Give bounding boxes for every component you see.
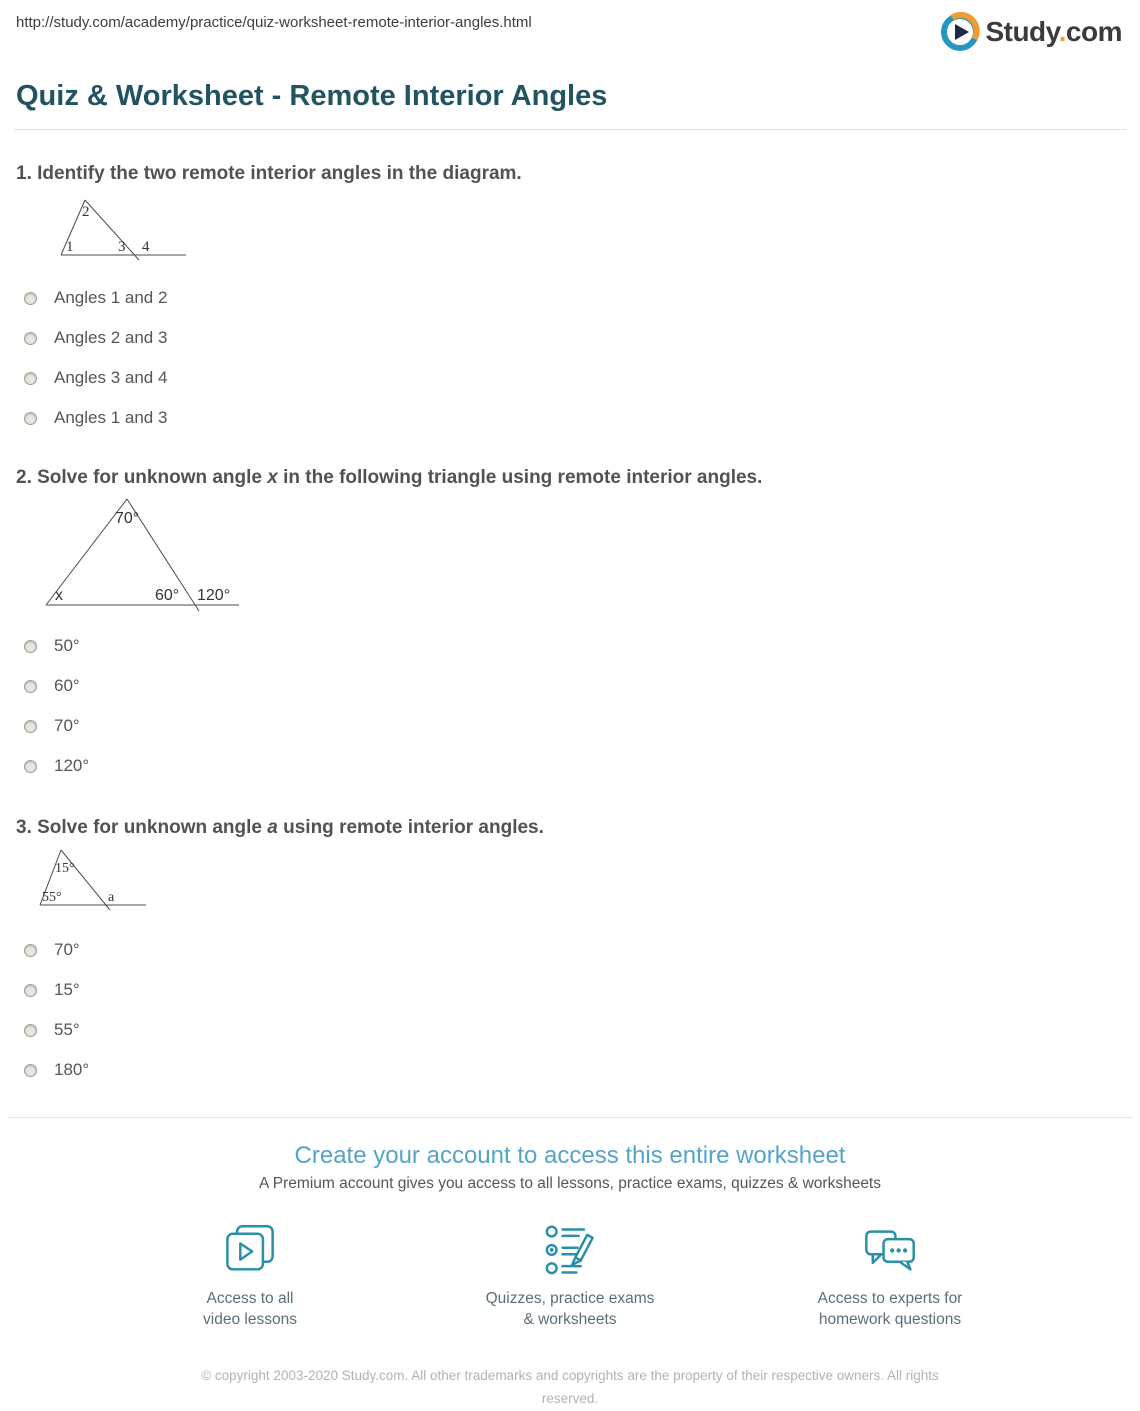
question-1-heading [16, 163, 1140, 185]
video-play-icon [222, 1223, 278, 1279]
feature-label-line1: Access to all [206, 1290, 294, 1307]
logo-dot: . [1058, 16, 1066, 47]
triangle-diagram-2 [41, 493, 246, 615]
option-label[interactable]: Angles 1 and 3 [54, 408, 168, 427]
angle-label-2: 2 [82, 204, 90, 220]
quiz-pencil-icon [542, 1223, 598, 1279]
question-1-text: 1. Identify the two remote interior angles in the diagram. [16, 163, 522, 184]
angle-label-120: 120° [197, 587, 231, 604]
option-label[interactable]: Angles 1 and 2 [54, 288, 168, 307]
question-2-heading [16, 467, 1140, 489]
option-label[interactable]: 70° [54, 940, 80, 959]
option-label[interactable]: 70° [54, 716, 80, 735]
question-1-options [16, 287, 1140, 429]
feature-label [486, 1289, 655, 1331]
radio-button[interactable] [24, 412, 37, 425]
radio-button[interactable] [24, 372, 37, 385]
option-row [16, 327, 1140, 349]
option-row [16, 1019, 1140, 1041]
question-3-text-suffix: using remote interior angles. [277, 817, 544, 838]
option-label[interactable]: 120° [54, 756, 90, 775]
radio-button[interactable] [24, 680, 37, 693]
option-label[interactable]: Angles 2 and 3 [54, 328, 168, 347]
angle-label-70: 70° [115, 510, 140, 527]
page-title: Quiz & Worksheet - Remote Interior Angles [16, 80, 608, 112]
cta-subtitle: A Premium account gives you access to all lessons, practice exams, quizzes & worksheets [259, 1175, 881, 1192]
page-url: http://study.com/academy/practice/quiz-worksheet-remote-interior-angles.html [16, 14, 532, 31]
angle-label-x: x [55, 587, 63, 604]
option-label[interactable]: 60° [54, 676, 80, 695]
option-row [16, 407, 1140, 429]
question-3-variable: a [267, 817, 278, 838]
feature-label-line1: Access to experts for [817, 1290, 963, 1307]
question-2-variable: x [267, 467, 278, 488]
title-divider [14, 129, 1126, 130]
question-3-text: 3. Solve for unknown angle [16, 817, 268, 838]
angle-label-a: a [108, 890, 115, 905]
cta-title: Create your account to access this entire worksheet [294, 1142, 846, 1169]
option-row [16, 1059, 1140, 1081]
copyright-text: © copyright 2003-2020 Study.com. All other trademarks and copyrights are the property of their respective owners. All rights reserved. [201, 1367, 939, 1406]
feature-label-line2: & worksheets [523, 1310, 617, 1328]
option-row [16, 715, 1140, 737]
option-row [16, 755, 1140, 777]
study-logo[interactable] [940, 12, 1122, 52]
feature-homework-experts [775, 1223, 1005, 1331]
question-2-options [16, 635, 1140, 777]
feature-label [203, 1289, 297, 1331]
chat-bubbles-icon [862, 1223, 918, 1279]
radio-button[interactable] [24, 640, 37, 653]
angle-label-3: 3 [118, 239, 126, 255]
triangle-diagram-1 [56, 195, 196, 265]
features-row [0, 1223, 1140, 1331]
question-2-text-suffix: in the following triangle using remote interior angles. [277, 467, 763, 488]
radio-button[interactable] [24, 1064, 37, 1077]
feature-quizzes-worksheets [455, 1223, 685, 1331]
study-logo-icon [940, 12, 980, 52]
feature-label-line1: Quizzes, practice exams [485, 1290, 655, 1307]
question-2 [16, 467, 1140, 777]
logo-study: Study [985, 16, 1059, 47]
option-row [16, 979, 1140, 1001]
option-row [16, 287, 1140, 309]
option-label[interactable]: 50° [54, 636, 80, 655]
question-3 [16, 817, 1140, 1081]
radio-button[interactable] [24, 760, 37, 773]
angle-label-15: 15° [55, 861, 75, 876]
page-header [0, 0, 1140, 52]
angle-label-60: 60° [155, 587, 180, 604]
option-row [16, 635, 1140, 657]
cta-divider [8, 1117, 1132, 1118]
option-row [16, 939, 1140, 961]
feature-label [818, 1289, 963, 1331]
option-label[interactable]: 180° [54, 1060, 90, 1079]
angle-label-4: 4 [142, 239, 150, 255]
option-label[interactable]: 15° [54, 980, 80, 999]
radio-button[interactable] [24, 944, 37, 957]
feature-video-lessons [135, 1223, 365, 1331]
radio-button[interactable] [24, 720, 37, 733]
question-2-text: 2. Solve for unknown angle [16, 467, 268, 488]
study-logo-text [985, 18, 1122, 46]
option-label[interactable]: 55° [54, 1020, 80, 1039]
angle-label-1: 1 [66, 239, 74, 255]
option-row [16, 675, 1140, 697]
question-1 [16, 163, 1140, 429]
feature-label-line2: homework questions [818, 1310, 962, 1328]
feature-label-line2: video lessons [203, 1310, 297, 1328]
triangle-diagram-3 [34, 847, 159, 917]
option-label[interactable]: Angles 3 and 4 [54, 368, 168, 387]
logo-com: com [1065, 16, 1122, 47]
radio-button[interactable] [24, 1024, 37, 1037]
radio-button[interactable] [24, 292, 37, 305]
option-row [16, 367, 1140, 389]
radio-button[interactable] [24, 984, 37, 997]
angle-label-55: 55° [42, 890, 62, 905]
question-3-options [16, 939, 1140, 1081]
question-3-heading [16, 817, 1140, 839]
radio-button[interactable] [24, 332, 37, 345]
